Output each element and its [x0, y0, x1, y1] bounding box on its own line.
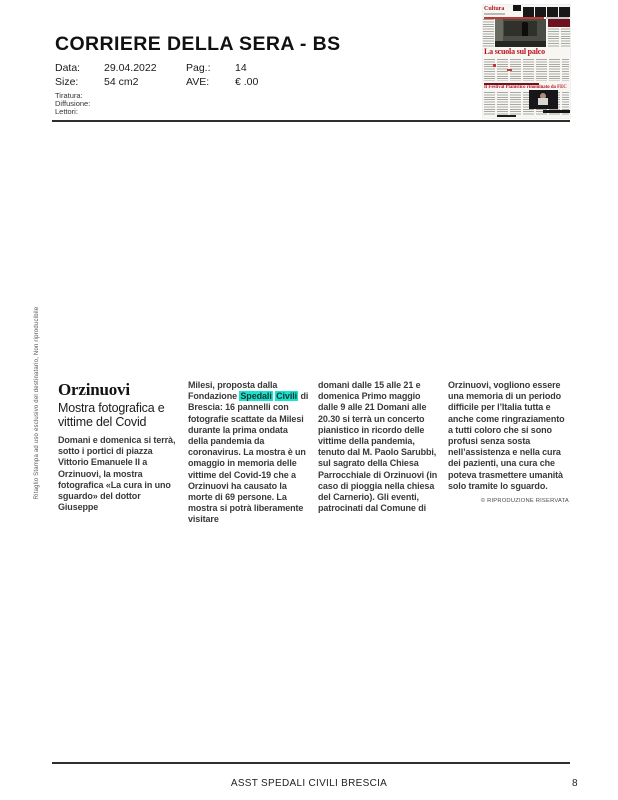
thumbnail-bottom-bar [497, 115, 516, 117]
classroom-photo [495, 19, 546, 47]
lettori-label: Lettori: [55, 107, 78, 116]
footer-divider [52, 762, 570, 764]
thumbnail-text-column [483, 19, 494, 47]
thumbnail-bottom-bar [543, 110, 570, 113]
thumbnail-headline: La scuola sul palco [484, 47, 545, 56]
ave-value: € .00 [235, 76, 259, 88]
article-column-4 [448, 380, 569, 526]
thumbnail-section-subtitle-placeholder [484, 13, 505, 15]
thumbnail-section-label: Cultura [484, 6, 505, 12]
highlighted-term: Civili [276, 391, 298, 402]
article-body-col2: di Brescia: 16 pannelli con fotografie scattate da Milesi durante la prima ondata della pandemia da coronavirus. La mostra è un omaggio in memoria delle vittime del Covid-19 che a Orzinuovi ha causato la morte di 69 persone. La mostra si potrà liberamente visitare [188, 391, 309, 525]
article-body-col2: Milesi, proposta dalla Fondazione [188, 380, 278, 402]
data-value: 29.04.2022 [104, 62, 157, 74]
article-column-1 [58, 380, 179, 526]
newspaper-page-thumbnail [483, 5, 570, 118]
footer-client-name: ASST SPEDALI CIVILI BRESCIA [230, 778, 388, 789]
article-body-col3: domani dalle 15 alle 21 e domenica Primo maggio dalle 9 alle 21 Domani alle 20.30 si terrà un concerto pianistico in ricordo delle vittime della pandemia, tenuto dal M. Paolo Sarubbi, sul sagrato della Chiesa Parrocchiale di Orzinuovi (in caso di pioggia nella chiesa del Carnerio). Gli eventi, patrocinati dal Comune di [318, 380, 438, 514]
ave-label: AVE: [186, 76, 210, 88]
thumbnail-red-mark [493, 64, 496, 67]
thumbnail-text-block [484, 59, 569, 81]
size-value: 54 cm2 [104, 76, 139, 88]
tiratura-label: Tiratura: [55, 91, 83, 100]
copyright-notice: © RIPRODUZIONE RISERVATA [480, 498, 569, 505]
article-column-2 [188, 380, 309, 526]
diffusione-label: Diffusione: [55, 99, 91, 108]
article-body-col1: Domani e domenica si terrà, sotto i portici di piazza Vittorio Emanuele II a Orzinuovi, la mostra fotografica «La cura in uno sguardo» del dottor Giuseppe [58, 435, 176, 513]
thumbnail-red-mark [507, 69, 512, 71]
pag-value: 14 [235, 62, 247, 74]
thumbnail-teaser-box [523, 7, 534, 17]
thumbnail-red-box [548, 19, 570, 27]
highlighted-term: Spedali [240, 391, 272, 402]
thumbnail-teaser-box [547, 7, 558, 17]
source-title: CORRIERE DELLA SERA - BS [55, 33, 341, 55]
pianist-photo [529, 90, 558, 109]
size-label: Size: [55, 76, 79, 88]
article-title: Mostra fotografica e vittime del Covid [58, 401, 165, 429]
thumbnail-teaser-box [535, 7, 546, 17]
teacher-silhouette [522, 22, 528, 36]
header-divider [52, 120, 570, 122]
thumbnail-teaser-box [513, 5, 521, 11]
data-label: Data: [55, 62, 81, 74]
article-clip [58, 380, 570, 526]
thumbnail-subheadline: Il Festival Pianistico rinominato da FEC [484, 85, 567, 90]
article-body-col4: Orzinuovi, vogliono essere una memoria di un periodo difficile per l’Italia tutta e anche come ringraziamento a tutti coloro che si sono profusi senza sosta nell’assistenza e nella cura dei pazienti, una cura che poteva trasmettere umanità solo tramite lo sguardo. [448, 380, 565, 491]
article-kicker: Orzinuovi [58, 380, 130, 399]
thumbnail-teaser-box [559, 7, 570, 17]
pag-label: Pag.: [186, 62, 211, 74]
clipping-disclaimer: Ritaglio Stampa ad uso esclusivo del destinatario, Non riproducibile [34, 306, 40, 500]
article-column-3 [318, 380, 439, 526]
footer-page-number: 8 [572, 778, 578, 789]
